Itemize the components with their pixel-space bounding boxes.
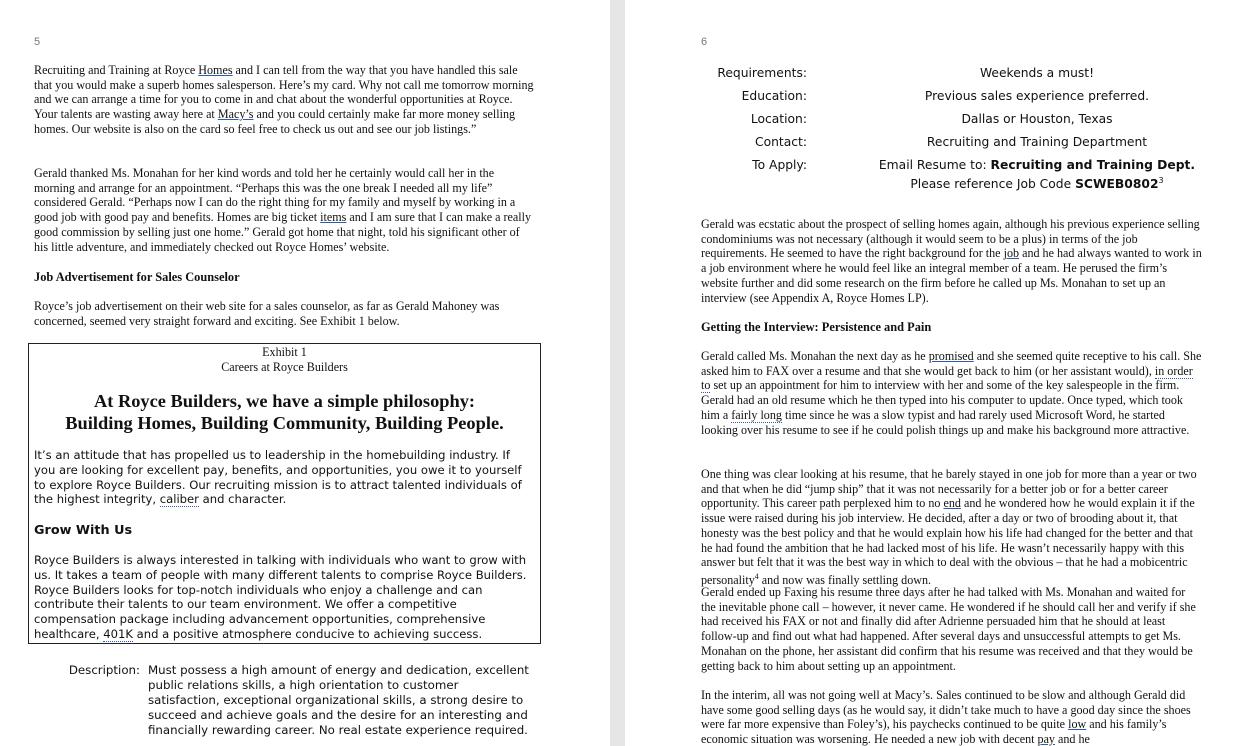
req-label: Requirements: (717, 66, 807, 80)
exhibit-headline-1: At Royce Builders, we have a simple philosophy: (93, 391, 476, 411)
exhibit-subtitle: Careers at Royce Builders (221, 360, 348, 374)
document-page-6 (625, 0, 1258, 746)
exhibit-headline-2: Building Homes, Building Community, Building People. (65, 413, 504, 433)
paragraph-faxing: Gerald ended up Faxing his resume three days after he had talked with Ms. Monahan and waited for the inevitable phone call – however, it never came. He wondered if he should call her and verify if she had received his FAX or not and finally did after Adrienne persuaded him that he should at least follow-up and find out what had happened. After several days and unsuccessful attempts to get Ms. Monahan on the phone, her assistant did confirm that his resume was received and that they would be getting back to him about setting up an appointment. (701, 585, 1196, 673)
paragraph-recruiting: Recruiting and Training at Royce Homes and I can tell from the way that you have handled this sale that you would make a superb homes salesperson. Here’s my card. Why not call me tomorrow morning and we can arrange a time for you to come in and chat about the wonderful opportunities at Royce. Your talents are wasting away here at Macy’s and you could certainly make far more money selling homes. Our website is also on the card so feel free to check us out and see our job listings.” (34, 63, 534, 136)
paragraph-called-monahan: Gerald called Ms. Monahan the next day as he promised and she seemed quite receptive to his call. She asked him to FAX over a resume and that she would get back to him (or her assistant would), in order to set up an appointment for him to interview with her and some of the key salespeople in the firm. Gerald had an old resume which he then typed into his computer to update. Once typed, which took him a fairly long time since he was a slow typist and had rarely used Microsoft Word, he started looking over his resume to see if he could polish things up and make his background more attractive. (701, 349, 1202, 437)
paragraph-resume-clear: One thing was clear looking at his resume, that he barely stayed in one job for more than a year or two and that when he did “jump ship” that it was not necessarily for a better job or for a better career opportunity. This career path perplexed him to no end and he wondered how he would explain it if the issue were raised during his job interview. He decided, after a day or two of brooding about it, that honesty was the best policy and that he would explain how his life had changed for the better and that he had found the ambition that he had lacked most of his life. He wasn’t necessarily happy with this answer but felt that it was the best way in which to deal with the obvious – that he had a mobicentric personality$^4$ and now was finally settling down. (701, 467, 1197, 587)
exhibit-label: Exhibit 1 (262, 345, 307, 359)
document-page-5 (0, 0, 610, 746)
req-label: Location: (750, 112, 807, 126)
exhibit-heading-grow-with-us: Grow With Us (34, 523, 133, 538)
req-value: Weekends a must! (979, 66, 1095, 80)
req-value: Dallas or Houston, Texas (961, 112, 1113, 126)
paragraph-interim: In the interim, all was not going well at Macy’s. Sales continued to be slow and although Gerald did have some good selling days (as he would say, it didn’t take much to have a good day since the shoes were far more expensive than Foley’s), his paychecks continued to be quite low and his family’s economic situation was worsening. He needed a new job with decent pay and he (701, 688, 1191, 746)
req-value: Previous sales experience preferred. (924, 89, 1150, 103)
paragraph-job-advertisement: Royce’s job advertisement on their web site for a sales counselor, as far as Gerald Mahoney was concerned, seemed very straight forward and exciting. See Exhibit 1 below. (34, 299, 500, 328)
req-label: Education: (741, 89, 807, 103)
paragraph-gerald-thanked: Gerald thanked Ms. Monahan for her kind words and told her he certainly would call her in the morning and arrange for an appointment. “Perhaps this was the one break I needed all my life” considered Gerald. “Perhaps now I can do the right thing for my family and myself by working in a good job with good pay and benefits. Homes are big ticket items and I am sure that I can make a really good commission by selling just one home.” Gerald got home that night, told his significant other of his little adventure, and immediately checked out Royce Homes’ website. (34, 166, 532, 254)
req-value: Email Resume to: Recruiting and Training Dept. Please reference Job Code SCWEB0802$^3$ (878, 158, 1196, 192)
description-text: Must possess a high amount of energy and dedication, excellent public relations skills, a high orientation to customer satisfaction, exceptional organizational skills, a strong desire to succeed and achieve goals and the desire for an interesting and financially rewarding career. No real estate experience required. (148, 663, 529, 737)
exhibit-body-attitude: It’s an attitude that has propelled us to leadership in the homebuilding industry. If you are looking for excellent pay, benefits, and opportunities, you owe it to yourself to explore Royce Builders. Our recruiting mission is to attract talented individuals of the highest integrity, caliber and character. (34, 448, 522, 507)
section-heading-job-advertisement: Job Advertisement for Sales Counselor (34, 270, 240, 284)
description-label: Description: (68, 663, 140, 677)
page-number: 6 (701, 36, 708, 48)
section-heading-getting-interview: Getting the Interview: Persistence and Pain (701, 320, 932, 334)
exhibit-1-box (28, 343, 541, 644)
page-number: 5 (34, 36, 41, 48)
exhibit-body-grow: Royce Builders is always interested in talking with individuals who want to grow with us. It takes a team of people with many different talents to comprise Royce Builders. Royce Builders looks for top-notch individuals who enjoy a challenge and can contribute their talents to our team environment. We offer a competitive compensation package including advancement opportunities, comprehensive healthcare, 401K and a positive atmosphere conducive to achieving success. (34, 553, 527, 641)
req-value: Recruiting and Training Department (926, 135, 1148, 149)
req-label: To Apply: (752, 158, 807, 172)
paragraph-ecstatic: Gerald was ecstatic about the prospect of selling homes again, although his previous experience selling condominiums was not necessary (although it would seem to be a plus) in terms of the job requirements. He seemed to have the right background for the job and he had always wanted to work in a job environment where he would feel like an integral member of a team. He perused the firm’s website further and did some research on the firm before he called up Ms. Monahan to set up an interview (see Appendix A, Royce Homes LP). (701, 217, 1202, 305)
req-label: Contact: (755, 135, 807, 149)
